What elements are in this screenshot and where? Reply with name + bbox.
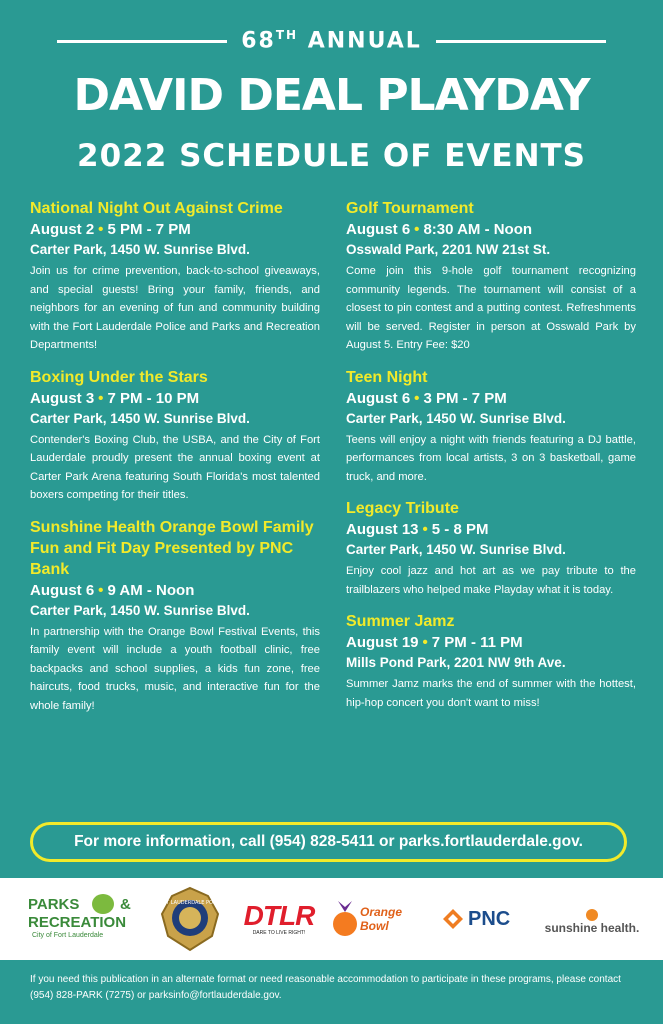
sponsor-logos: [0, 878, 663, 960]
event-title: Sunshine Health Orange Bowl Family Fun and Fit Day Presented by PNC Bank: [30, 518, 314, 578]
police-badge-logo: [156, 878, 224, 960]
event-location: Carter Park, 1450 W. Sunrise Blvd.: [30, 242, 250, 257]
event-block: [346, 611, 636, 712]
sun-icon: [581, 903, 603, 921]
event-location: Carter Park, 1450 W. Sunrise Blvd.: [30, 602, 250, 618]
event-datetime: August 19 • 7 PM - 11 PM: [346, 634, 523, 651]
poster-subtitle: 2022 SCHEDULE OF EVENTS: [77, 138, 586, 174]
event-block: [346, 367, 636, 487]
annual-suffix: TH: [275, 28, 299, 42]
event-description: Join us for crime prevention, back-to-school giveaways, and special guests! Bring your family, friends, and neighbors for an evening of fun and community building with the Fort Lauderdale Police and Parks and Recreation Departments!: [30, 265, 320, 351]
info-banner: For more information, call (954) 828-5411 or parks.fortlauderdale.gov.: [30, 822, 627, 862]
event-title: Teen Night: [346, 368, 428, 386]
events-column-right: [346, 198, 636, 724]
dtlr-logo: DTLR DARE TO LIVE RIGHT!: [243, 900, 315, 936]
event-title: National Night Out Against Crime: [30, 200, 283, 217]
annual-word: ANNUAL: [307, 28, 422, 54]
event-datetime: August 2 • 5 PM - 7 PM: [30, 221, 191, 238]
annual-number: 68: [241, 28, 276, 54]
parks-recreation-logo: PARKS & RECREATION City of Fort Lauderdale: [28, 896, 131, 939]
tree-icon: [92, 894, 114, 914]
event-block: [346, 198, 636, 355]
sunshine-health-logo: sunshine health.: [536, 878, 648, 960]
event-location: Carter Park, 1450 W. Sunrise Blvd.: [346, 542, 566, 557]
event-location: Osswald Park, 2201 NW 21st St.: [346, 242, 551, 257]
event-location: Carter Park, 1450 W. Sunrise Blvd.: [346, 410, 566, 426]
event-block: [346, 498, 636, 599]
event-datetime: August 6 • 3 PM - 7 PM: [346, 389, 507, 407]
event-datetime: August 6 • 8:30 AM - Noon: [346, 221, 533, 238]
divider-right: [436, 40, 606, 43]
accessibility-notice: If you need this publication in an alternate format or need reasonable accommodation to participate in these programs, please contact (954) 828-PARK (7275) or parksinfo@fortlauderdale.gov.: [30, 974, 621, 1001]
event-description: Summer Jamz marks the end of summer with the hottest, hip-hop concert you don't want to miss!: [346, 678, 636, 709]
pnc-logo: PNC: [442, 878, 526, 960]
footer: [0, 960, 663, 1024]
event-location: Carter Park, 1450 W. Sunrise Blvd.: [30, 410, 250, 426]
event-description: Contender's Boxing Club, the USBA, and the City of Fort Lauderdale proudly present the annual boxing event at Carter Park Arena featuring South Florida's most talented boxers competing for their titles.: [30, 433, 320, 501]
police-badge-icon: [156, 886, 224, 952]
event-title: Summer Jamz: [346, 613, 455, 630]
svg-text:FORT LAUDERDALE POLICE: FORT LAUDERDALE POLICE: [156, 900, 224, 906]
event-datetime: August 13 • 5 - 8 PM: [346, 521, 489, 538]
event-datetime: August 3 • 7 PM - 10 PM: [30, 389, 200, 407]
orange-bowl-icon: [332, 899, 358, 939]
orange-bowl-logo: Orange Bowl: [332, 878, 432, 960]
event-description: Come join this 9-hole golf tournament recognizing community legends. The tournament will consist of a closest to pin contest and a putting contest. Refreshments will be served. Register in person at Osswald Park by August 5. Entry Fee: $20: [346, 265, 636, 351]
event-block: [30, 198, 320, 355]
event-description: In partnership with the Orange Bowl Festival Events, this family event will include a youth football clinic, free backpacks and school supplies, a kids fun zone, free haircuts, food trucks, music, and interactive fun for the whole family!: [30, 625, 320, 712]
event-title: Golf Tournament: [346, 200, 474, 217]
event-title: Boxing Under the Stars: [30, 368, 208, 386]
event-block: [30, 367, 320, 505]
poster-title: DAVID DEAL PLAYDAY: [73, 70, 590, 121]
annual-banner: [0, 28, 663, 53]
event-description: Teens will enjoy a night with friends featuring a DJ battle, performances from local artists, 3 on 3 basketball, game truck, and more.: [346, 433, 636, 483]
event-description: Enjoy cool jazz and hot art as we pay tribute to the trailblazers who helped make Playday what it is today.: [346, 565, 636, 596]
event-datetime: August 6 • 9 AM - Noon: [30, 581, 195, 599]
event-location: Mills Pond Park, 2201 NW 9th Ave.: [346, 655, 566, 670]
divider-left: [57, 40, 227, 43]
event-block: [30, 517, 320, 716]
pnc-icon: [442, 908, 464, 930]
event-title: Legacy Tribute: [346, 500, 459, 517]
events-column-left: [30, 198, 320, 727]
